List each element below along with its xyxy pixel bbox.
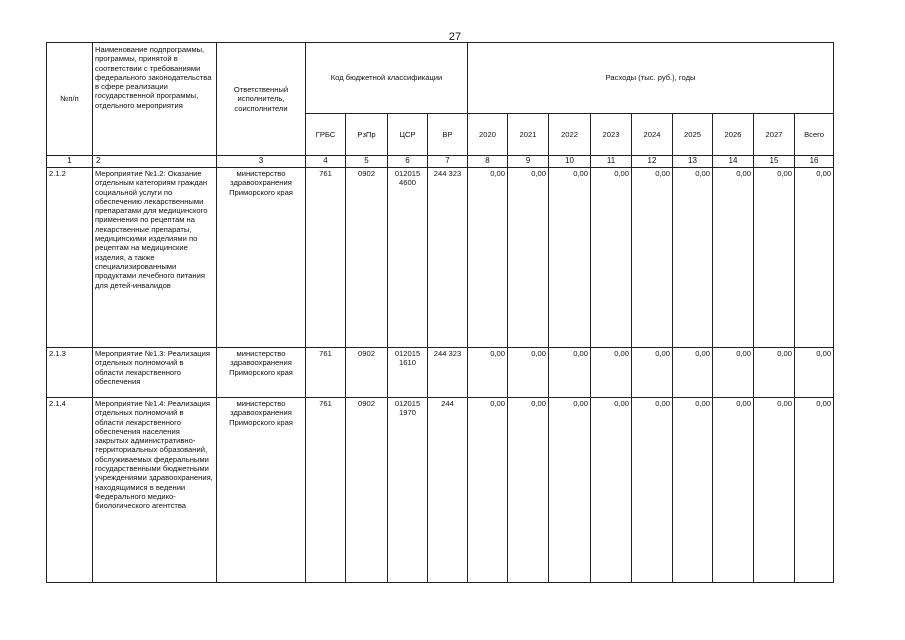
row-csr: 012015 1610 <box>388 348 428 398</box>
row-csr: 012015 4600 <box>388 168 428 348</box>
row-name: Мероприятие №1.2: Оказание отдельным категориям граждан социальной услуги по обеспечению лекарственными препаратами для медицинского применения по рецептам на лекарственные препараты, медицинскими изделиями по рецептам на медицинские изделия, а также специализированными продуктами лечебного питания для детей-инвалидов <box>93 168 217 348</box>
row-vr: 244 <box>428 398 468 583</box>
column-number: 12 <box>632 156 673 168</box>
row-vr: 244 323 <box>428 348 468 398</box>
row-value: 0,00 <box>632 398 673 583</box>
row-vr: 244 323 <box>428 168 468 348</box>
header-total: Всего <box>795 114 834 156</box>
header-year: 2020 <box>468 114 508 156</box>
row-rzpr: 0902 <box>346 168 388 348</box>
row-responsible: министерство здравоохранения Приморского края <box>217 348 306 398</box>
row-value: 0,00 <box>632 168 673 348</box>
row-value: 0,00 <box>754 168 795 348</box>
column-number: 7 <box>428 156 468 168</box>
row-value: 0,00 <box>754 398 795 583</box>
row-value: 0,00 <box>591 398 632 583</box>
row-name: Мероприятие №1.3: Реализация отдельных полномочий в области лекарственного обеспечения <box>93 348 217 398</box>
header-year: 2022 <box>549 114 591 156</box>
column-number: 10 <box>549 156 591 168</box>
header-budget-classification: Код бюджетной классификации <box>306 43 468 114</box>
row-grbs: 761 <box>306 168 346 348</box>
row-value: 0,00 <box>754 348 795 398</box>
column-number: 1 <box>47 156 93 168</box>
header-year: 2026 <box>713 114 754 156</box>
row-value: 0,00 <box>549 348 591 398</box>
header-year: 2024 <box>632 114 673 156</box>
column-number: 4 <box>306 156 346 168</box>
row-responsible: министерство здравоохранения Приморского края <box>217 168 306 348</box>
page-number: 27 <box>448 31 462 43</box>
row-value: 0,00 <box>673 398 713 583</box>
header-year: 2025 <box>673 114 713 156</box>
row-rzpr: 0902 <box>346 398 388 583</box>
row-value: 0,00 <box>591 168 632 348</box>
row-value: 0,00 <box>508 398 549 583</box>
row-responsible: министерство здравоохранения Приморского края <box>217 398 306 583</box>
row-value: 0,00 <box>549 398 591 583</box>
column-number: 9 <box>508 156 549 168</box>
row-total: 0,00 <box>795 398 834 583</box>
header-year: 2027 <box>754 114 795 156</box>
row-value: 0,00 <box>508 168 549 348</box>
row-csr: 012015 1970 <box>388 398 428 583</box>
row-value: 0,00 <box>468 398 508 583</box>
row-value: 0,00 <box>508 348 549 398</box>
table-row <box>47 168 834 348</box>
column-number: 16 <box>795 156 834 168</box>
header-num: №п/п <box>47 43 93 156</box>
row-value: 0,00 <box>673 168 713 348</box>
column-number: 6 <box>388 156 428 168</box>
header-year: 2023 <box>591 114 632 156</box>
header-csr: ЦСР <box>388 114 428 156</box>
header-rzpr: РзПр <box>346 114 388 156</box>
row-total: 0,00 <box>795 348 834 398</box>
header-year: 2021 <box>508 114 549 156</box>
row-value: 0,00 <box>713 168 754 348</box>
row-value: 0,00 <box>713 348 754 398</box>
column-number: 15 <box>754 156 795 168</box>
column-number: 2 <box>93 156 217 168</box>
column-number: 5 <box>346 156 388 168</box>
row-num: 2.1.4 <box>47 398 93 583</box>
row-value: 0,00 <box>549 168 591 348</box>
row-grbs: 761 <box>306 348 346 398</box>
header-name: Наименование подпрограммы, программы, принятой в соответствии с требованиями федерального законодательства в сфере реализации государственной программы, отдельного мероприятия <box>93 43 217 156</box>
row-value: 0,00 <box>713 398 754 583</box>
row-value: 0,00 <box>468 348 508 398</box>
header-grbs: ГРБС <box>306 114 346 156</box>
column-number: 3 <box>217 156 306 168</box>
header-vr: ВР <box>428 114 468 156</box>
table-row <box>47 398 834 583</box>
row-name: Мероприятие №1.4: Реализация отдельных полномочий в области лекарственного обеспечения населения закрытых административно-территориальных образований, обслуживаемых федеральными государственными бюджетными учреждениями здравоохранения, находящимися в ведении Федерального медико-биологического агентства <box>93 398 217 583</box>
row-num: 2.1.2 <box>47 168 93 348</box>
column-number: 11 <box>591 156 632 168</box>
row-num: 2.1.3 <box>47 348 93 398</box>
expenses-table <box>46 42 834 583</box>
header-expenses: Расходы (тыс. руб.), годы <box>468 43 834 114</box>
table-row <box>47 348 834 398</box>
row-value: 0,00 <box>468 168 508 348</box>
row-value: 0,00 <box>591 348 632 398</box>
column-number: 8 <box>468 156 508 168</box>
column-number: 14 <box>713 156 754 168</box>
row-grbs: 761 <box>306 398 346 583</box>
row-value: 0,00 <box>673 348 713 398</box>
header-responsible: Ответственный исполнитель, соисполнители <box>217 43 306 156</box>
row-total: 0,00 <box>795 168 834 348</box>
row-value: 0,00 <box>632 348 673 398</box>
row-rzpr: 0902 <box>346 348 388 398</box>
column-number: 13 <box>673 156 713 168</box>
